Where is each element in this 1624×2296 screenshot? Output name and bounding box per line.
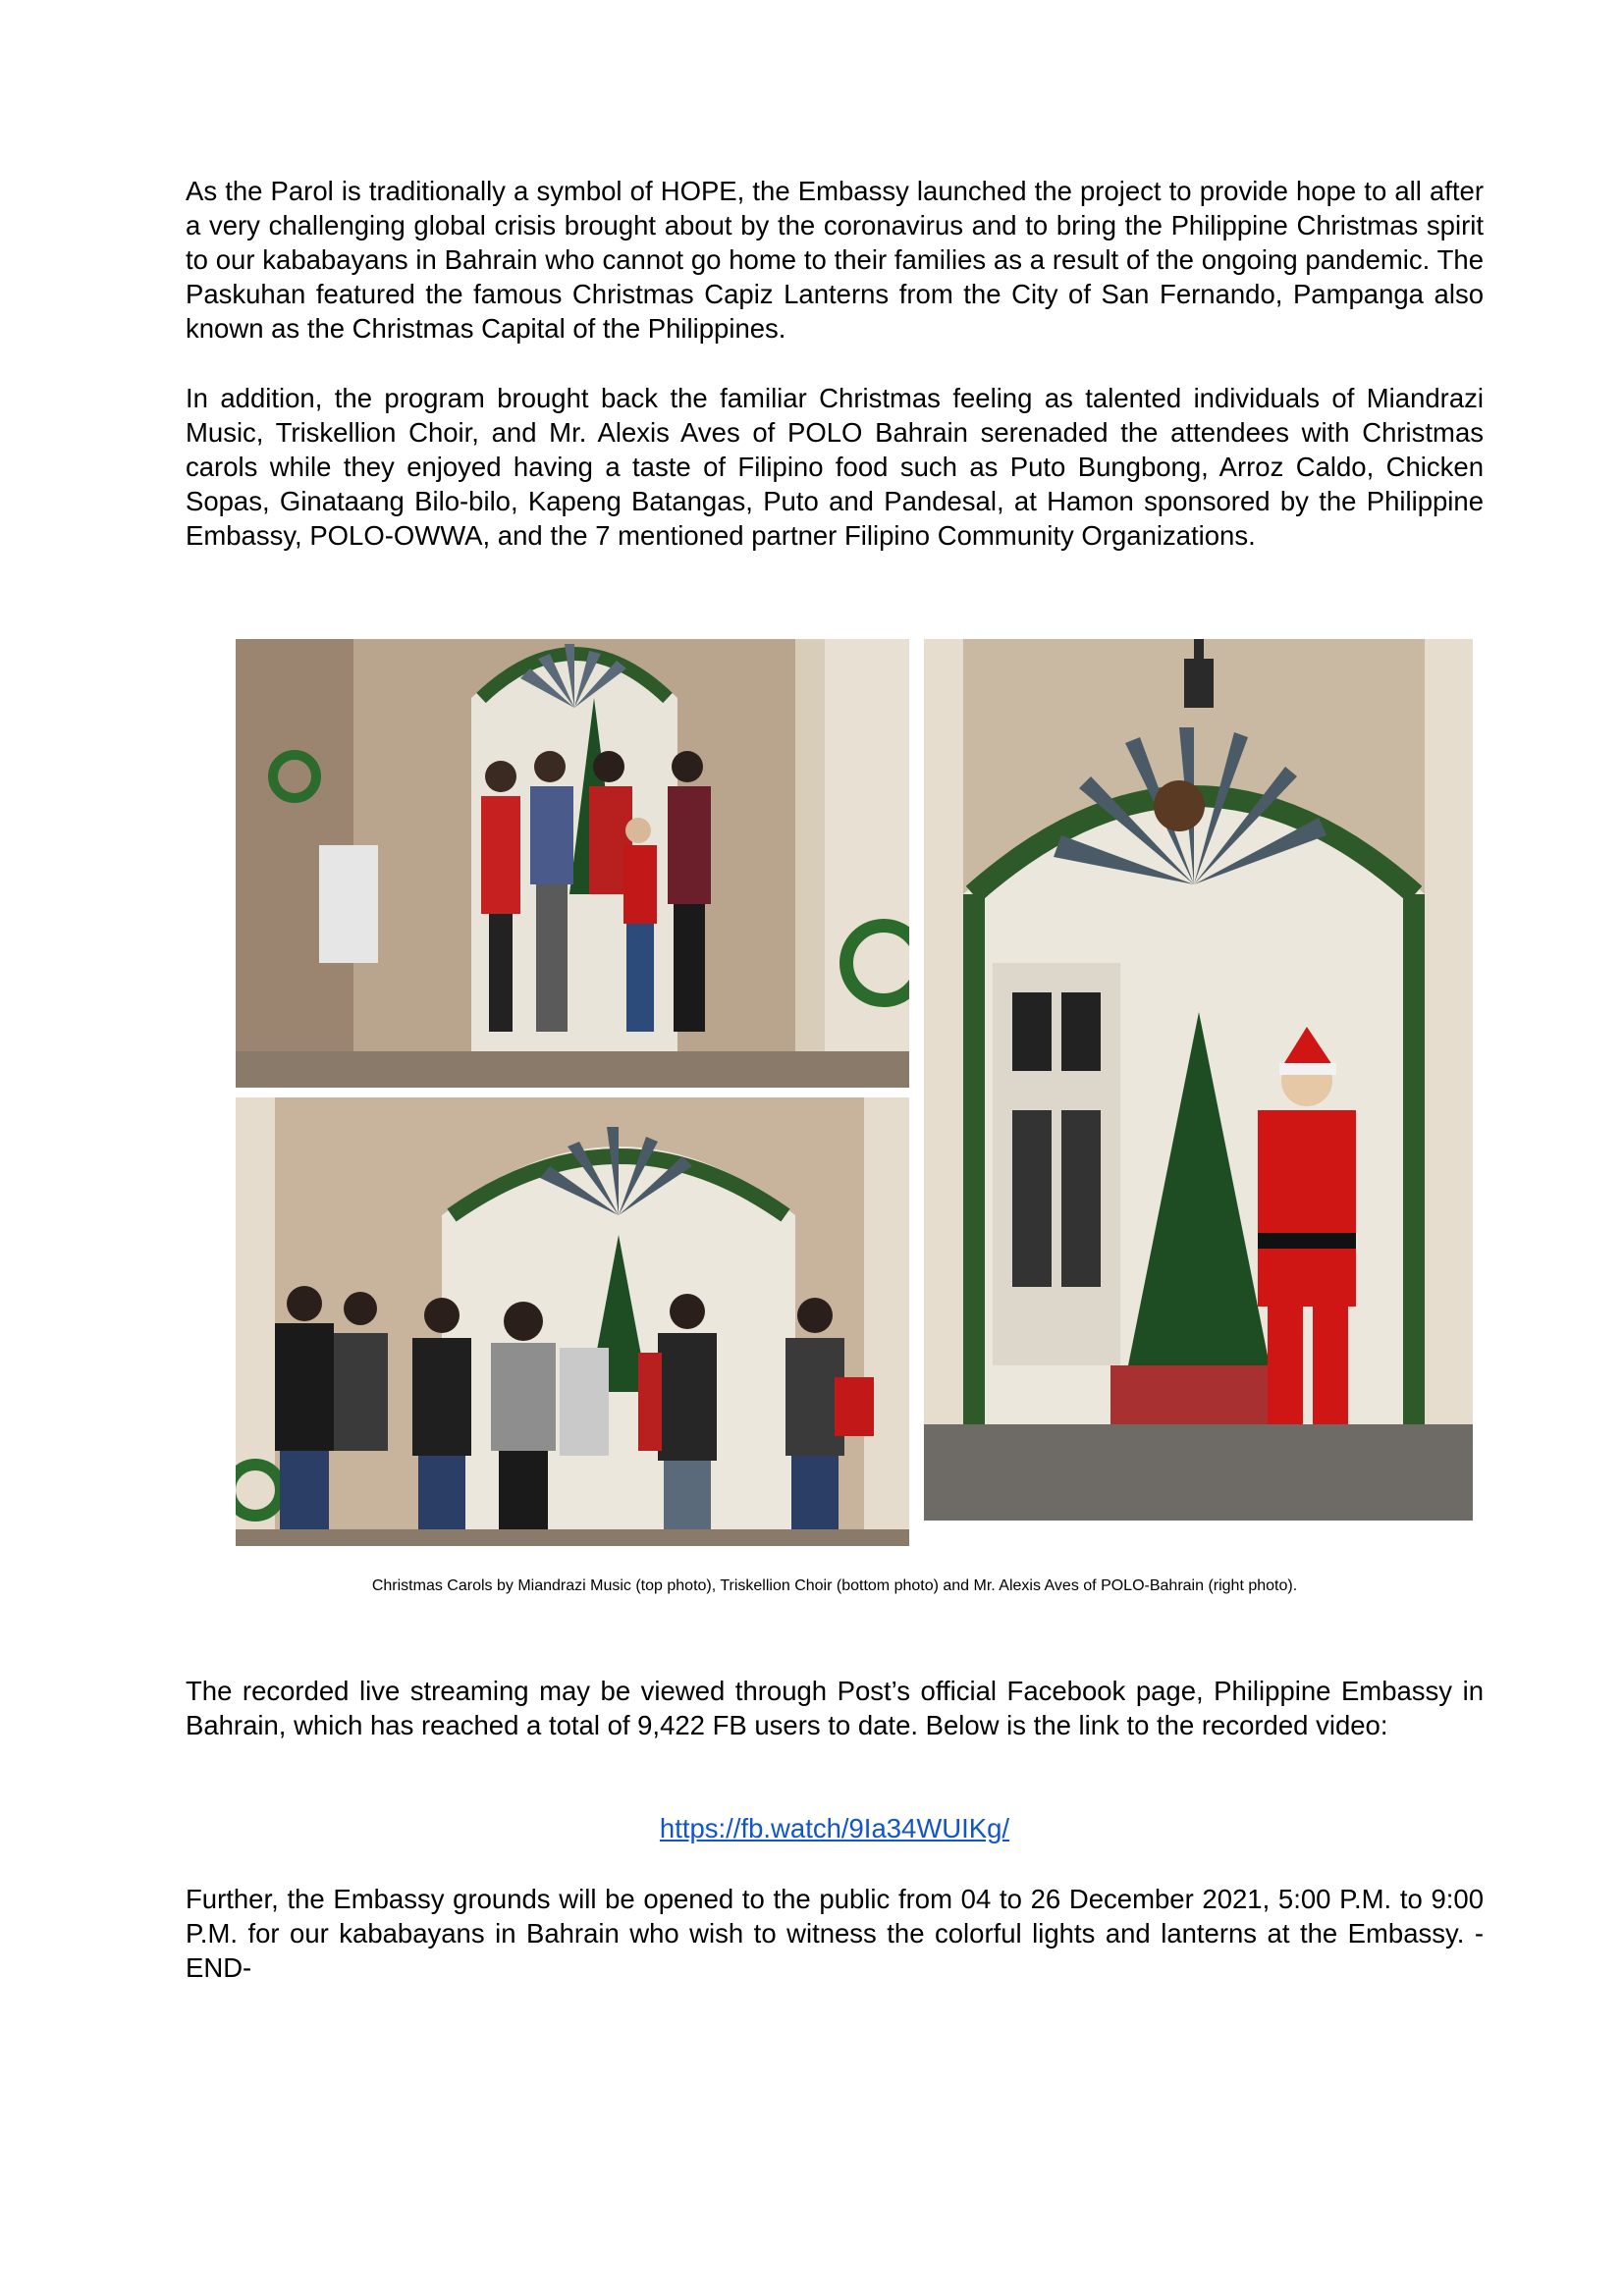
video-link-line <box>186 1811 1484 1845</box>
photo-caption: Christmas Carols by Miandrazi Music (top photo), Triskellion Choir (bottom photo) and Mr. Alexis Aves of POLO-Bahrain (right photo). <box>371 1577 1298 1594</box>
recorded-video-link[interactable]: https://fb.watch/9Ia34WUIKg/ <box>659 1813 1010 1843</box>
photo-miandrazi-music <box>236 639 909 1088</box>
paragraph-program: In addition, the program brought back the familiar Christmas feeling as talented individuals of Miandrazi Music, Triskellion Choir, and Mr. Alexis Aves of POLO Bahrain serenaded the attendees with Christmas carols while they enjoyed having a taste of Filipino food such as Puto Bungbong, Arroz Caldo, Chicken Sopas, Ginataang Bilo-bilo, Kapeng Batangas, Puto and Pandesal, at Hamon sponsored by the Philippine Embassy, POLO-OWWA, and the 7 mentioned partner Filipino Community Organizations. <box>186 383 1484 551</box>
paragraph-parol-hope: As the Parol is traditionally a symbol of HOPE, the Embassy launched the project to provide hope to all after a very challenging global crisis brought about by the coronavirus and to bring the Philippine Christmas spirit to our kababayans in Bahrain who cannot go home to their families as a result of the ongoing pandemic. The Paskuhan featured the famous Christmas Capiz Lanterns from the City of San Fernando, Pampanga also known as the Christmas Capital of the Philippines. <box>186 176 1484 344</box>
paragraph-live-streaming: The recorded live streaming may be viewed through Post’s official Facebook page, Philippine Embassy in Bahrain, which has reached a total of 9,422 FB users to date. Below is the link to the recorded video: <box>186 1676 1484 1740</box>
paragraph-embassy-grounds: Further, the Embassy grounds will be opened to the public from 04 to 26 December 2021, 5:00 P.M. to 9:00 P.M. for our kababayans in Bahrain who wish to witness the colorful lights and lanterns at the Embassy. -END- <box>186 1884 1484 1983</box>
photo-alexis-aves <box>924 639 1473 1521</box>
photo-triskellion-choir <box>236 1097 909 1546</box>
